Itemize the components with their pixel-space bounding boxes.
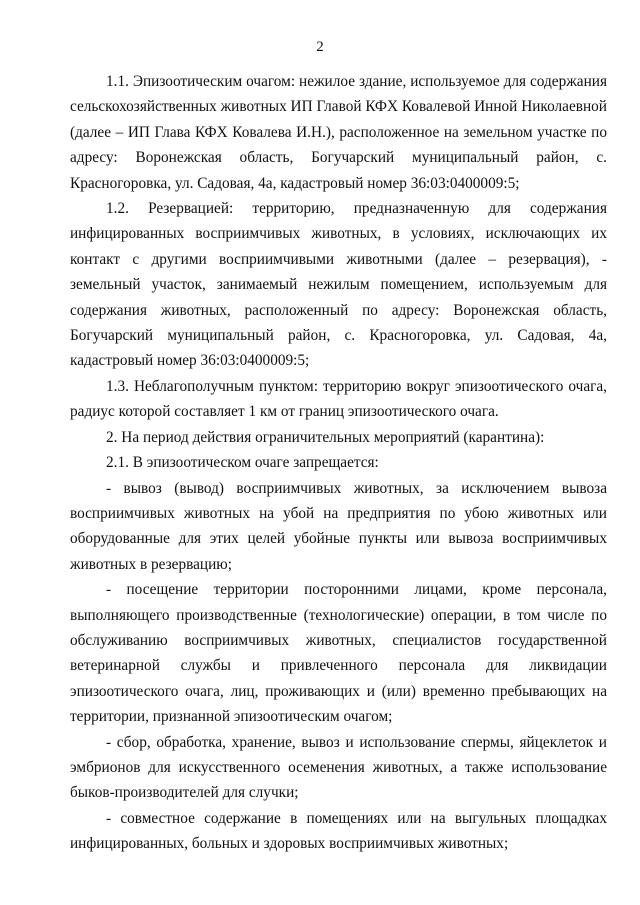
paragraph-1-1-episootic-focus: 1.1. Эпизоотическим очагом: нежилое здание, используемое для содержания сельскохозяйственных животных ИП Главой КФХ Ковалевой Инной Николаевной (далее – ИП Глава КФХ Ковалева И.Н.), расположенное на земельном участке по адресу: Воронежская область, Богучарский муниципальный район, с. Красногоровка, ул. Садовая, 4а, кадастровый номер 36:03:0400009:5; [70,73,607,192]
list-item-joint-keeping: - совместное содержание в помещениях или на выгульных площадках инфицированных, больных и здоровых восприимчивых животных; [70,809,607,853]
paragraph-1-2-reservation: 1.2. Резервацией: территорию, предназначенную для содержания инфицированных восприимчивых животных, в условиях, исключающих их контакт с другими восприимчивыми животными (далее – резервация), - земельный участок, занимаемый нежилым помещением, используемым для содержания животных, расположенный по адресу: Воронежская область, Богучарский муниципальный район, с. Красногоровка, ул. Садовая, 4а, кадастровый номер 36:03:0400009:5; [70,200,607,370]
document-body [70,69,607,857]
list-item-animal-export: - вывоз (вывод) восприимчивых животных, за исключением вывоза восприимчивых животных на убой на предприятия по убою животных или оборудованные для этих целей убойные пункты или вывоза восприимчивых животных в резервацию; [70,479,607,573]
paragraph-2-1-prohibitions: 2.1. В эпизоотическом очаге запрещается: [106,454,379,472]
paragraph-2-quarantine-period: 2. На период действия ограничительных мероприятий (карантина): [106,428,545,446]
page-number: 2 [316,39,324,55]
list-item-territory-visits: - посещение территории посторонними лицами, кроме персонала, выполняющего производственные (технологические) операции, в том числе по обслуживанию восприимчивых животных, специалистов государственной ветеринарной службы и привлеченного персонала для ликвидации эпизоотического очага, лиц, проживающих и (или) временно пребывающих на территории, признанной эпизоотическим очагом; [70,581,607,726]
list-item-semen-embryos: - сбор, обработка, хранение, вывоз и использование спермы, яйцеклеток и эмбрионов для искусственного осеменения животных, а также использование быков-производителей для случки; [70,733,607,802]
paragraph-1-3-unfavorable-point: 1.3. Неблагополучным пунктом: территорию вокруг эпизоотического очага, радиус которой составляет 1 км от границ эпизоотического очага. [70,377,607,421]
